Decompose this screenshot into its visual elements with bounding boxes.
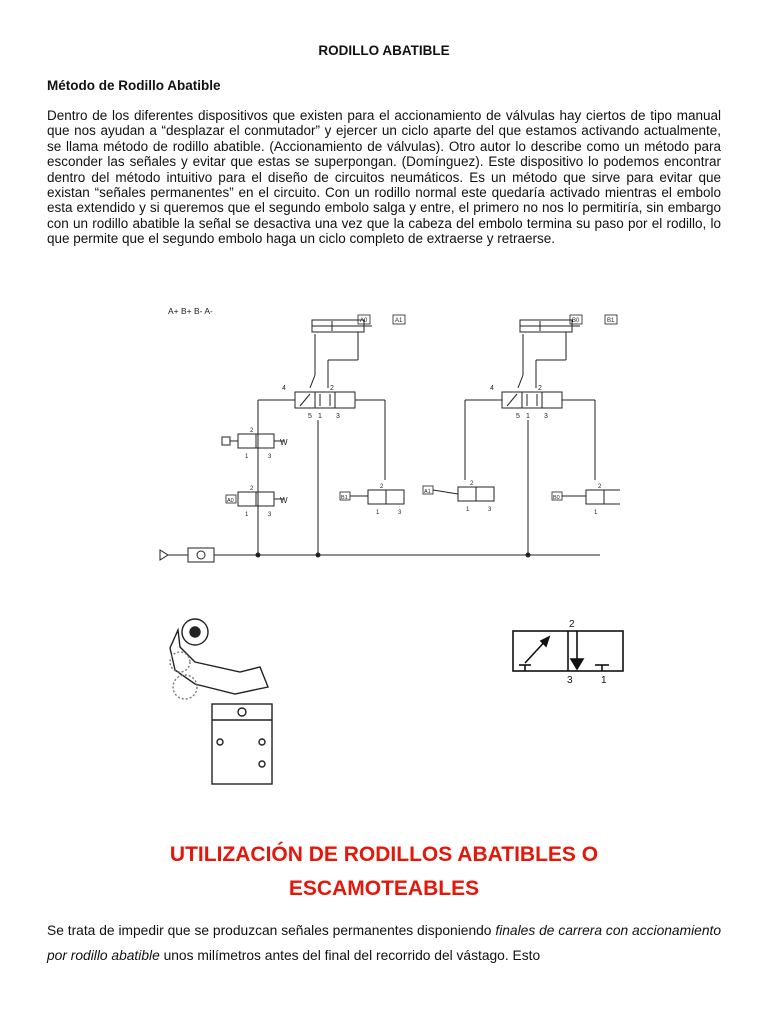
port-1: 1 [526,413,530,420]
sensor2-port-3: 3 [398,510,402,516]
start-port-2: 2 [250,428,254,434]
sensor2-port-2: 2 [380,484,384,490]
sensor3-port-2: 2 [470,481,474,487]
port-5: 5 [516,413,520,420]
main-valve-a [282,385,355,420]
sequence-label: A+ B+ B- A- [168,306,213,316]
cylinder-a [310,315,405,388]
sensor-valve-1 [226,486,288,518]
paragraph-text-b: unos milímetros antes del final del recorrido del vástago. Esto [159,948,541,963]
start-valve [222,428,288,460]
sensor-valve-3 [423,481,494,513]
body-paragraph [47,918,721,968]
port-1: 1 [318,413,322,420]
intro-paragraph: Dentro de los diferentes dispositivos que existen para el accionamiento de válvulas hay ciertos de tipo manual que nos ayudan a “desplazar el conmutador” y ejercer un ciclo aparte del que estamos activando actualmente, se llama método de rodillo abatible. (Accionamiento de válvulas). Otro autor lo describe como un método para esconder las señales y evitar que estas se superpongan. (Domínguez). Este dispositivo lo podemos encontrar dentro del método intuitivo para el diseño de circuitos neumáticos. Es un método que sirve para evitar que existan “señales permanentes” en el circuito. Con un rodillo normal este quedaría activado mientras el embolo esta extendido y si queremos que el segundo embolo salga y entre, el primero no nos lo permitiría, sin embargo con un rodillo abatible la señal se desactiva una vez que la cabeza del embolo termina su paso por el rodillo, lo que permite que el segundo embolo haga un ciclo completo de extraerse y retraerse. [47,108,721,247]
start-port-1: 1 [245,454,249,460]
cylinder-b-label-b0: B0 [572,318,580,324]
cylinder-a-label-a1: A1 [395,318,403,324]
sensor1-port-1: 1 [245,512,249,518]
sensor2-port-1: 1 [376,510,380,516]
supply-line [160,548,600,562]
sensor4-port-1: 1 [594,510,598,516]
paragraph-text-a: Se trata de impedir que se produzcan señales permanentes disponiendo [47,923,496,938]
port-4: 4 [282,385,286,392]
main-valve-b [490,385,562,420]
section-heading: UTILIZACIÓN DE RODILLOS ABATIBLES O ESCAMOTEABLES [169,843,599,900]
symbol-port-3: 3 [567,675,573,685]
port-2: 2 [538,385,542,392]
spring-mark: W [280,438,288,447]
sensor3-port-3: 3 [488,507,492,513]
sensor-valve-2 [340,484,404,516]
sensor4-port-2: 2 [598,484,602,490]
port-5: 5 [308,413,312,420]
cylinder-b-label-b1: B1 [607,318,615,324]
sensor-valve-4 [552,484,620,516]
cylinder-b [518,315,617,388]
sensor3-port-1: 1 [466,507,470,513]
sensor-tag-b1: B1 [341,495,348,501]
symbol-port-1: 1 [601,675,607,685]
paragraph-emphasis: finales de carrera con accionamiento por rodillo abatible [47,923,722,963]
start-port-3: 3 [268,454,272,460]
port-3: 3 [544,413,548,420]
sensor-tag-b0: B0 [553,495,560,501]
section-subtitle: Método de Rodillo Abatible [47,78,221,93]
sensor-tag-a1: A1 [424,489,431,495]
roller-valve-illustration [150,612,280,792]
sensor1-port-3: 3 [268,512,272,518]
sensor-tag-a0: A0 [227,498,234,504]
pilot-lines [258,400,595,555]
sensor1-port-2: 2 [250,486,254,492]
port-4: 4 [490,385,494,392]
cylinder-a-label-a0: A0 [360,318,368,324]
port-2: 2 [330,385,334,392]
spring-mark: W [280,496,288,505]
pneumatic-circuit-diagram [150,300,620,570]
roller-valve-symbol [505,615,630,685]
document-title: RODILLO ABATIBLE [318,43,450,58]
port-3: 3 [336,413,340,420]
symbol-port-2: 2 [569,619,575,630]
